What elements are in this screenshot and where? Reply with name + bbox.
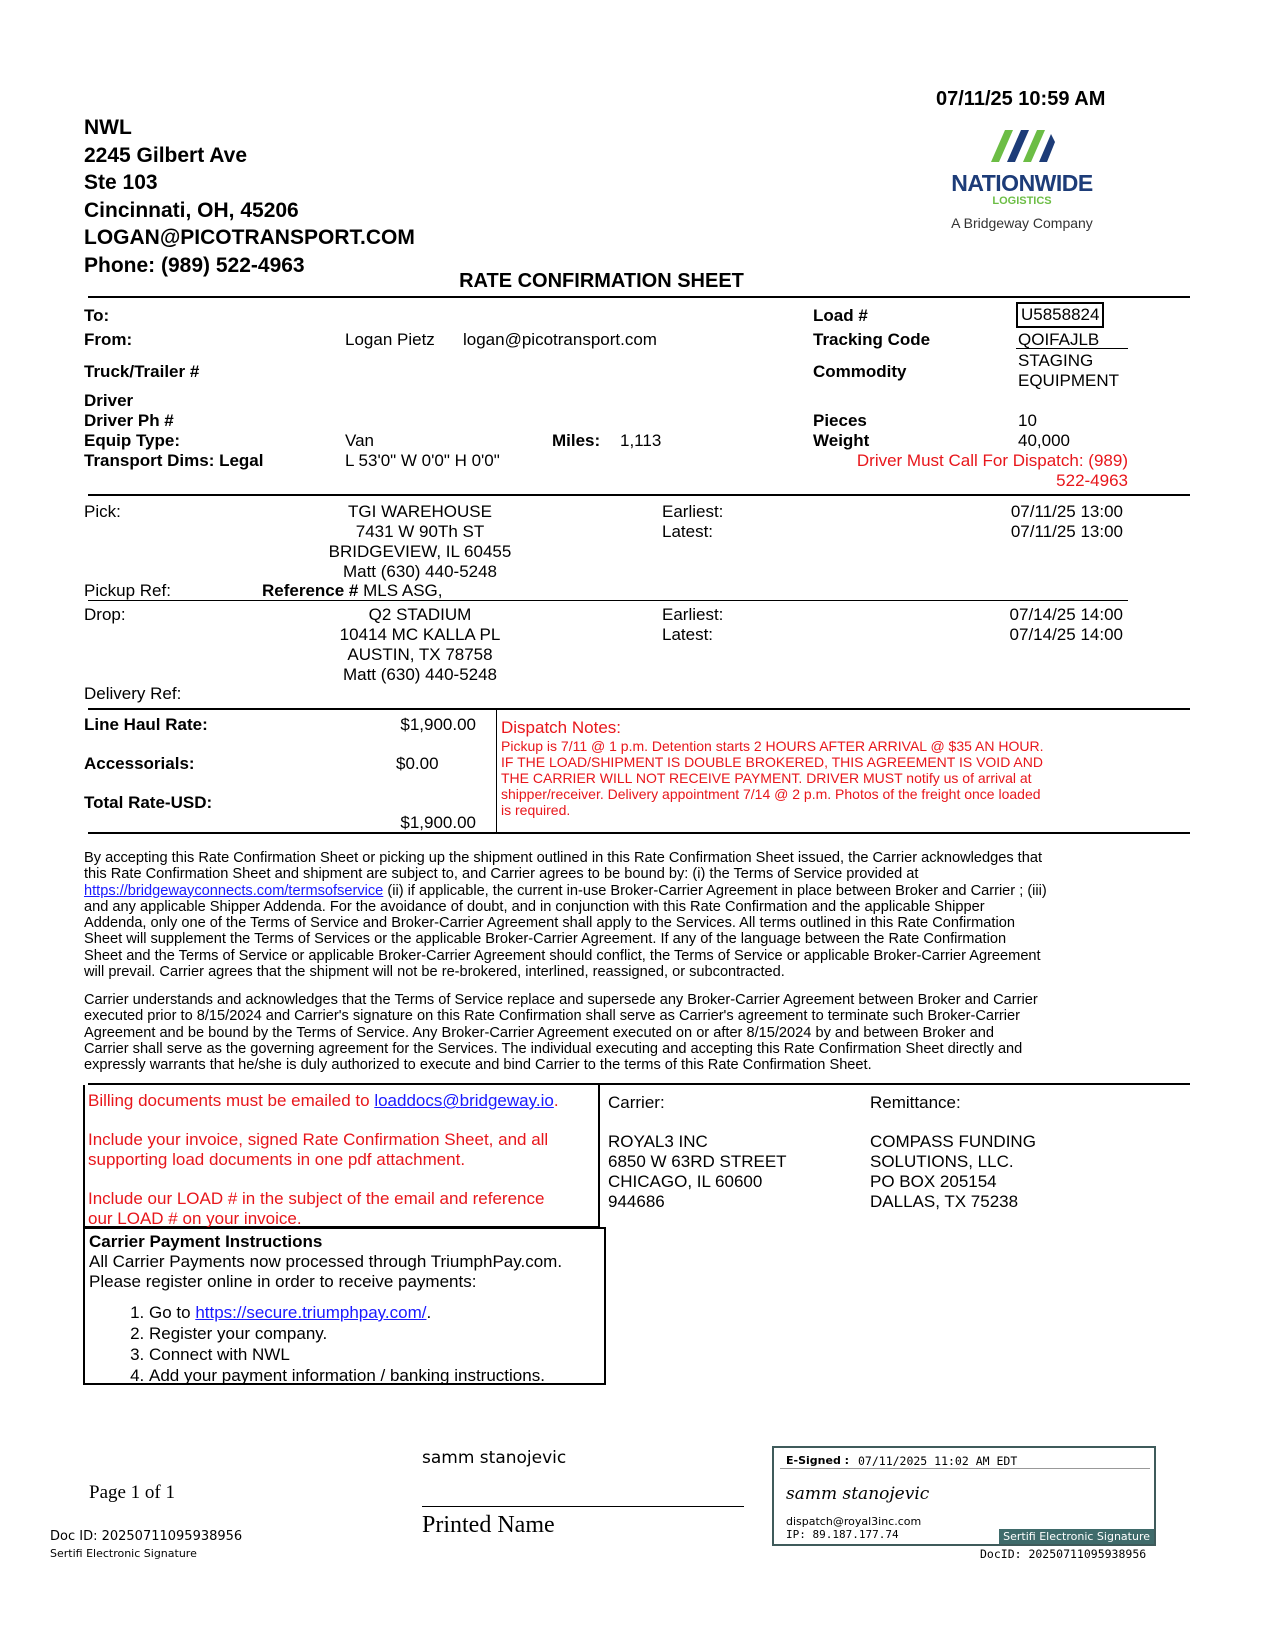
pick-line: 7431 W 90Th ST bbox=[355, 522, 485, 541]
remittance-label: Remittance: bbox=[870, 1093, 961, 1112]
remittance-line: SOLUTIONS, LLC. bbox=[870, 1152, 1014, 1171]
terms-paragraph-2 bbox=[84, 992, 1144, 1073]
billing-email-link[interactable]: loaddocs@bridgeway.io bbox=[374, 1091, 554, 1110]
carrier-block bbox=[608, 1093, 787, 1212]
esigned-datetime: 07/11/2025 11:02 AM EDT bbox=[858, 1454, 1018, 1468]
terms-line: Addenda, only one of the Terms of Service and Broker-Carrier Agreement shall apply to the Services. All terms outlined in this Rate Confirmation bbox=[84, 915, 1015, 932]
payment-steps bbox=[89, 1302, 604, 1386]
commodity-line: EQUIPMENT bbox=[1018, 371, 1120, 390]
delivery-ref-label: Delivery Ref: bbox=[84, 684, 182, 703]
dispatch-notes-title: Dispatch Notes: bbox=[501, 718, 621, 737]
company-street: 2245 Gilbert Ave bbox=[84, 143, 248, 167]
billing-line: our LOAD # on your invoice. bbox=[88, 1209, 302, 1228]
commodity-value bbox=[1018, 351, 1119, 391]
terms-of-service-link[interactable]: https://bridgewayconnects.com/termsofservice bbox=[84, 882, 384, 899]
esignature-docid: DocID: 20250711095938956 bbox=[980, 1547, 1147, 1561]
pick-address bbox=[270, 502, 570, 582]
truck-trailer-label: Truck/Trailer # bbox=[84, 362, 200, 381]
signer-ip: IP: 89.187.177.74 bbox=[786, 1528, 899, 1541]
signer-email: dispatch@royal3inc.com bbox=[786, 1515, 922, 1528]
terms-line-rest: (ii) if applicable, the current in-use Broker-Carrier Agreement in place between Broker and Carrier ; (iii) bbox=[383, 882, 1047, 899]
company-name: NWL bbox=[84, 116, 132, 139]
divider bbox=[88, 708, 1190, 710]
line-haul-value: $1,900.00 bbox=[400, 715, 476, 734]
terms-line: By accepting this Rate Confirmation Sheet or picking up the shipment outlined in this Rate Confirmation Sheet issued, the Carrier acknowledges that bbox=[84, 850, 1043, 866]
divider bbox=[780, 1468, 1150, 1469]
billing-text: . bbox=[553, 1091, 559, 1110]
dispatch-notes-line: IF THE LOAD/SHIPMENT IS DOUBLE BROKERED, THIS AGREEMENT IS VOID AND bbox=[501, 754, 1043, 770]
sertifi-label: Sertifi Electronic Signature bbox=[50, 1547, 197, 1560]
drop-window-values bbox=[960, 605, 1123, 645]
earliest-label: Earliest: bbox=[662, 605, 724, 624]
company-city: Cincinnati, OH, 45206 bbox=[84, 198, 299, 222]
billing-line: supporting load documents in one pdf attachment. bbox=[88, 1150, 466, 1169]
dispatch-notes-line: Pickup is 7/11 @ 1 p.m. Detention starts 2 HOURS AFTER ARRIVAL @ $35 AN HOUR. bbox=[501, 738, 1044, 754]
divider bbox=[1016, 348, 1128, 349]
miles-label: Miles: bbox=[552, 431, 601, 450]
transport-dims-label: Transport Dims: Legal bbox=[84, 451, 264, 470]
terms-line: expressly warrants that he/she is duly authorized to execute and bind Carrier to the terms of this Rate Confirmation Sheet. bbox=[84, 1057, 872, 1074]
equip-type-label: Equip Type: bbox=[84, 431, 181, 450]
pick-latest: 07/11/25 13:00 bbox=[1010, 522, 1123, 541]
divider bbox=[88, 832, 1190, 834]
billing-line bbox=[88, 1091, 598, 1111]
pick-line: BRIDGEVIEW, IL 60455 bbox=[328, 542, 512, 561]
to-label: To: bbox=[84, 306, 110, 325]
payment-step: 2. Register your company. bbox=[149, 1323, 604, 1344]
dispatch-notes bbox=[501, 718, 1043, 818]
dispatch-call-line: Driver Must Call For Dispatch: (989) bbox=[856, 451, 1128, 470]
payment-step-text: . bbox=[426, 1303, 432, 1322]
sertifi-badge: Sertifi Electronic Signature bbox=[999, 1529, 1154, 1544]
divider bbox=[88, 296, 1190, 298]
from-label: From: bbox=[84, 330, 133, 349]
page-number: Page 1 of 1 bbox=[89, 1482, 176, 1503]
dispatch-call-line: 522-4963 bbox=[1056, 471, 1128, 490]
terms-line: Agreement and be bound by the Terms of Service. Any Broker-Carrier Agreement executed on or after 8/15/2024 by and between Broker and bbox=[84, 1024, 994, 1041]
pickup-ref-value: MLS ASG, bbox=[358, 581, 443, 600]
billing-line: Include our LOAD # in the subject of the email and reference bbox=[88, 1189, 545, 1208]
terms-line: will prevail. Carrier agrees that the shipment will not be re-brokered, interlined, reassigned, or subcontracted. bbox=[84, 964, 785, 981]
nw-logo-icon bbox=[987, 128, 1057, 164]
terms-line: Sheet and the Terms of Service or applicable Broker-Carrier Agreement should conflict, the Terms of Service or applicable Broker-Carrier Agreement bbox=[84, 947, 1041, 964]
payment-line: Please register online in order to receive payments: bbox=[89, 1272, 477, 1291]
payment-step: 3. Connect with NWL bbox=[149, 1344, 604, 1365]
company-email: LOGAN@PICOTRANSPORT.COM bbox=[84, 226, 415, 250]
report-datetime: 07/11/25 10:59 AM bbox=[936, 88, 1106, 110]
divider bbox=[88, 494, 1190, 496]
accessorials-label: Accessorials: bbox=[84, 754, 195, 773]
handwritten-signature: samm stanojevic bbox=[786, 1484, 930, 1504]
earliest-label: Earliest: bbox=[662, 502, 724, 521]
payment-step: 4. Add your payment information / banking instructions. bbox=[149, 1365, 604, 1386]
load-label: Load # bbox=[813, 306, 868, 325]
signature-line bbox=[422, 1506, 744, 1507]
dispatch-notes-line: is required. bbox=[501, 802, 571, 818]
triumphpay-link[interactable]: https://secure.triumphpay.com/ bbox=[195, 1303, 427, 1322]
tracking-label: Tracking Code bbox=[813, 330, 931, 349]
total-rate-label: Total Rate-USD: bbox=[84, 793, 213, 812]
pickup-ref-label: Pickup Ref: bbox=[84, 581, 171, 600]
billing-text: Billing documents must be emailed to bbox=[88, 1091, 375, 1110]
divider bbox=[88, 600, 1128, 601]
carrier-line: 6850 W 63RD STREET bbox=[608, 1152, 787, 1171]
pickup-ref bbox=[262, 581, 442, 601]
driver-label: Driver bbox=[84, 391, 134, 410]
pickup-ref-bold: Reference # bbox=[262, 581, 359, 600]
terms-line: executed prior to 8/15/2024 and Carrier's signature on this Rate Confirmation shall serve as Carrier's agreement to terminate such Broker-Carrier bbox=[84, 1008, 1020, 1025]
payment-line: All Carrier Payments now processed through TriumphPay.com. bbox=[89, 1252, 563, 1271]
pick-window-values bbox=[960, 502, 1123, 542]
carrier-label: Carrier: bbox=[608, 1093, 665, 1112]
transport-dims-value: L 53'0" W 0'0" H 0'0" bbox=[345, 451, 500, 470]
signer-name: samm stanojevic bbox=[422, 1448, 567, 1468]
logo-sub: LOGISTICS bbox=[992, 195, 1052, 207]
logo-name: NATIONWIDE bbox=[951, 170, 1093, 196]
carrier-line: ROYAL3 INC bbox=[608, 1132, 708, 1151]
from-email: logan@picotransport.com bbox=[463, 330, 657, 349]
drop-window-labels bbox=[662, 605, 723, 645]
pick-line: TGI WAREHOUSE bbox=[348, 502, 492, 521]
drop-latest: 07/14/25 14:00 bbox=[1009, 625, 1123, 644]
billing-line: Include your invoice, signed Rate Confirmation Sheet, and all bbox=[88, 1130, 549, 1149]
payment-instructions-box bbox=[83, 1227, 606, 1385]
terms-line: Carrier understands and acknowledges that the Terms of Service replace and supersede any Broker-Carrier Agreement between Broker and Carrier bbox=[84, 992, 1038, 1008]
drop-line: 10414 MC KALLA PL bbox=[339, 625, 501, 644]
drop-line: Q2 STADIUM bbox=[368, 605, 472, 624]
page-title: RATE CONFIRMATION SHEET bbox=[459, 270, 744, 292]
billing-instructions-box bbox=[83, 1085, 600, 1227]
remittance-line: COMPASS FUNDING bbox=[870, 1132, 1036, 1151]
dispatch-call-note bbox=[760, 451, 1128, 491]
commodity-line: STAGING bbox=[1018, 351, 1094, 370]
tracking-code: QOIFAJLB bbox=[1018, 330, 1100, 349]
payment-step bbox=[149, 1302, 604, 1323]
terms-line: Sheet will supplement the Terms of Services or the applicable Broker-Carrier Agreement. If any of the language between the Rate Confirmation bbox=[84, 931, 1007, 948]
load-number: U5858824 bbox=[1016, 302, 1104, 328]
logo-tagline: A Bridgeway Company bbox=[951, 215, 1093, 231]
drop-earliest: 07/14/25 14:00 bbox=[1009, 605, 1123, 624]
line-haul-label: Line Haul Rate: bbox=[84, 715, 208, 734]
company-phone: Phone: (989) 522-4963 bbox=[84, 253, 305, 277]
terms-line: Carrier shall serve as the governing agreement for the Services. The individual executing and accepting this Rate Confirmation Sheet directly and bbox=[84, 1040, 1023, 1057]
terms-line: this Rate Confirmation Sheet and shipment are subject to, and Carrier agrees to be bound by: (i) the Terms of Service provided at bbox=[84, 866, 919, 883]
latest-label: Latest: bbox=[662, 522, 714, 541]
pieces-label: Pieces bbox=[813, 411, 867, 430]
pieces-value: 10 bbox=[1018, 411, 1037, 430]
driver-phone-label: Driver Ph # bbox=[84, 411, 174, 430]
doc-id: Doc ID: 20250711095938956 bbox=[50, 1529, 243, 1544]
terms-paragraph-1 bbox=[84, 850, 1144, 980]
divider bbox=[496, 710, 497, 834]
pick-label: Pick: bbox=[84, 502, 121, 521]
pick-window-labels bbox=[662, 502, 723, 542]
equip-type-value: Van bbox=[345, 431, 374, 450]
miles-value: 1,113 bbox=[620, 431, 662, 450]
terms-line bbox=[84, 883, 1144, 899]
weight-value: 40,000 bbox=[1018, 431, 1070, 450]
remittance-block bbox=[870, 1093, 1036, 1212]
from-name: Logan Pietz bbox=[345, 330, 435, 349]
payment-step-text: Go to bbox=[149, 1303, 196, 1322]
payment-title: Carrier Payment Instructions bbox=[89, 1232, 323, 1251]
company-address-block bbox=[84, 114, 415, 280]
drop-line: AUSTIN, TX 78758 bbox=[347, 645, 493, 664]
pick-line: Matt (630) 440-5248 bbox=[342, 562, 498, 581]
drop-label: Drop: bbox=[84, 605, 126, 624]
printed-name-label: Printed Name bbox=[422, 1512, 555, 1538]
accessorials-value: $0.00 bbox=[396, 754, 439, 773]
drop-line: Matt (630) 440-5248 bbox=[342, 665, 498, 684]
remittance-line: DALLAS, TX 75238 bbox=[870, 1192, 1019, 1211]
company-suite: Ste 103 bbox=[84, 171, 158, 195]
total-rate-value: $1,900.00 bbox=[400, 813, 476, 832]
esignature-box bbox=[772, 1446, 1156, 1546]
esigned-label: E-Signed : bbox=[786, 1454, 850, 1467]
pick-earliest: 07/11/25 13:00 bbox=[1010, 502, 1123, 521]
terms-line: and any applicable Shipper Addenda. For the avoidance of doubt, and in conjunction with this Rate Confirmation and the applicable Shipper bbox=[84, 898, 985, 915]
dispatch-notes-line: shipper/receiver. Delivery appointment 7/14 @ 2 p.m. Photos of the freight once loaded bbox=[501, 786, 1041, 802]
drop-address bbox=[270, 605, 570, 685]
latest-label: Latest: bbox=[662, 625, 714, 644]
remittance-line: PO BOX 205154 bbox=[870, 1172, 997, 1191]
carrier-line: 944686 bbox=[608, 1192, 665, 1211]
weight-label: Weight bbox=[813, 431, 870, 450]
carrier-line: CHICAGO, IL 60600 bbox=[608, 1172, 763, 1191]
nationwide-logo bbox=[932, 128, 1112, 231]
dispatch-notes-line: THE CARRIER WILL NOT RECEIVE PAYMENT. DRIVER MUST notify us of arrival at bbox=[501, 770, 1032, 786]
commodity-label: Commodity bbox=[813, 362, 907, 381]
